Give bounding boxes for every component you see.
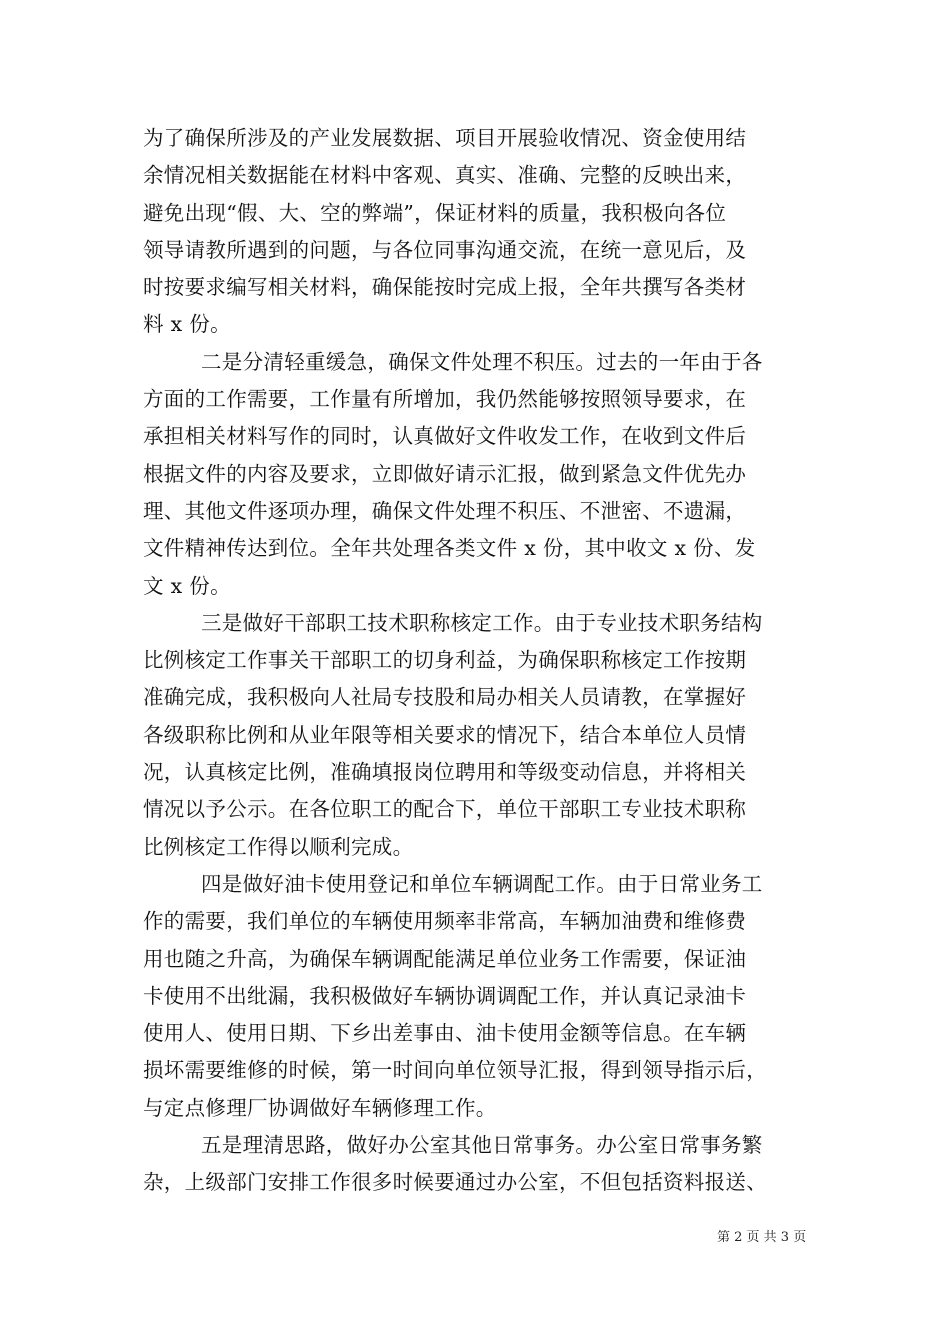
text-line: 文件精神传达到位。全年共处理各类文件 x 份，其中收文 x 份、发	[143, 536, 756, 561]
text-line: 文 x 份。	[143, 573, 231, 598]
text-line: 余情况相关数据能在材料中客观、真实、准确、完整的反映出来，	[143, 163, 747, 188]
text-line: 杂，上级部门安排工作很多时候要通过办公室，不但包括资料报送、	[143, 1170, 767, 1195]
text-line: 料 x 份。	[143, 312, 231, 337]
text-line: 方面的工作需要，工作量有所增加，我仍然能够按照领导要求，在	[143, 387, 747, 412]
text-line: 时按要求编写相关材料，确保能按时完成上报，全年共撰写各类材	[143, 275, 747, 300]
text-line: 为了确保所涉及的产业发展数据、项目开展验收情况、资金使用结	[143, 126, 747, 150]
text-line: 根据文件的内容及要求，立即做好请示汇报，做到紧急文件优先办	[143, 461, 747, 486]
text-line: 比例核定工作事关干部职工的切身利益，为确保职称核定工作按期	[143, 648, 747, 673]
text-line: 比例核定工作得以顺利完成。	[143, 834, 414, 859]
page-number-footer: 第 2 页 共 3 页	[717, 1230, 807, 1245]
paragraph-start-line: 五是理清思路，做好办公室其他日常事务。办公室日常事务繁	[201, 1133, 763, 1158]
paragraph-start-line: 二是分清轻重缓急，确保文件处理不积压。过去的一年由于各	[201, 349, 763, 374]
text-line: 作的需要，我们单位的车辆使用频率非常高，车辆加油费和维修费	[143, 909, 747, 934]
text-line: 准确完成，我积极向人社局专技股和局办相关人员请教，在掌握好	[143, 685, 747, 710]
text-line: 避免出现“假、大、空的弊端”，保证材料的质量，我积极向各位	[143, 200, 727, 225]
text-line: 况，认真核定比例，准确填报岗位聘用和等级变动信息，并将相关	[143, 760, 747, 785]
paragraph-start-line: 三是做好干部职工技术职称核定工作。由于专业技术职务结构	[201, 610, 763, 635]
text-line: 与定点修理厂协调做好车辆修理工作。	[143, 1095, 497, 1120]
text-line: 卡使用不出纰漏，我积极做好车辆协调调配工作，并认真记录油卡	[143, 983, 747, 1008]
text-line: 各级职称比例和从业年限等相关要求的情况下，结合本单位人员情	[143, 722, 747, 747]
text-line: 使用人、使用日期、下乡出差事由、油卡使用金额等信息。在车辆	[143, 1021, 747, 1046]
text-line: 用也随之升高，为确保车辆调配能满足单位业务工作需要，保证油	[143, 946, 747, 971]
text-line: 理、其他文件逐项办理，确保文件处理不积压、不泄密、不遗漏，	[143, 498, 747, 523]
text-line: 损坏需要维修的时候，第一时间向单位领导汇报，得到领导指示后，	[143, 1058, 767, 1083]
paragraph-start-line: 四是做好油卡使用登记和单位车辆调配工作。由于日常业务工	[201, 871, 763, 896]
text-line: 承担相关材料写作的同时，认真做好文件收发工作，在收到文件后	[143, 424, 747, 449]
document-body	[143, 120, 823, 1202]
text-line: 领导请教所遇到的问题，与各位同事沟通交流，在统一意见后，及	[143, 237, 747, 262]
text-line: 情况以予公示。在各位职工的配合下，单位干部职工专业技术职称	[143, 797, 747, 822]
